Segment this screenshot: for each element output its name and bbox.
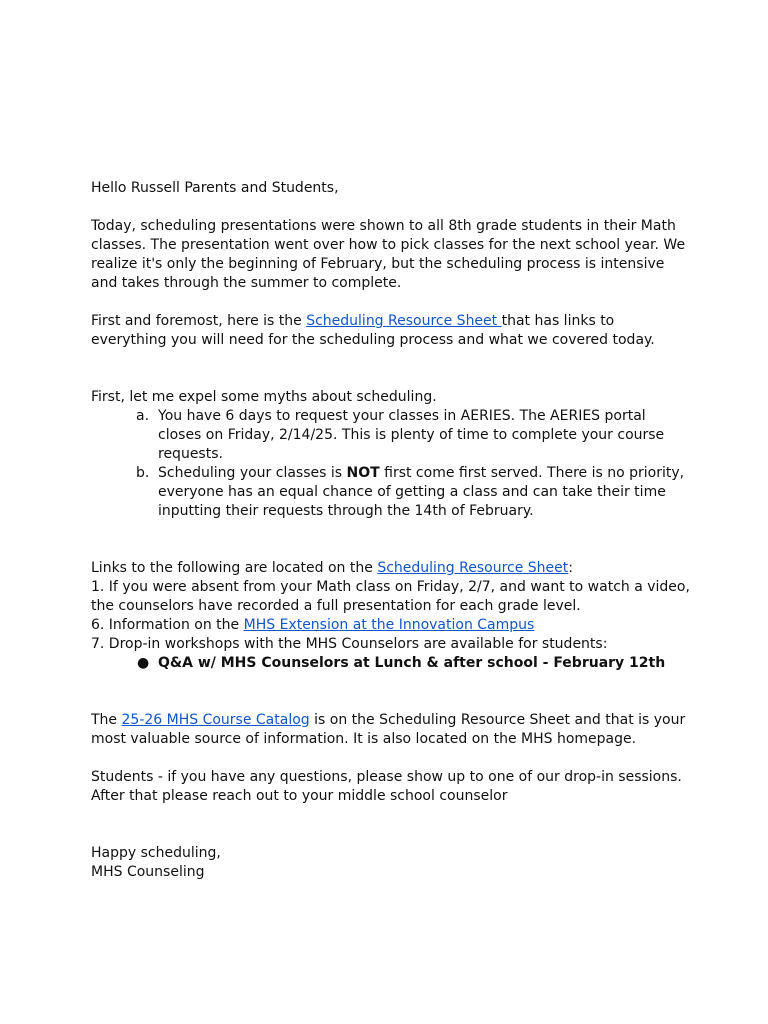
catalog-text-after: is on the Scheduling Resource Sheet and that is your most valuable source of information. It is also located on the MHS homepage.	[91, 712, 686, 747]
links-intro-after: :	[568, 560, 573, 576]
workshop-text: Q&A w/ MHS Counselors at Lunch & after school - February 12th	[158, 655, 666, 671]
intro-paragraph: Today, scheduling presentations were shown to all 8th grade students in their Math classes. The presentation went over how to pick classes for the next school year. We realize it's only the beginning of February, but the scheduling process is intensive and takes through the summer to complete.	[91, 218, 686, 291]
catalog-text-before: The	[91, 712, 122, 728]
links-intro-before: Links to the following are located on the	[91, 560, 378, 576]
closing: Happy scheduling,	[91, 845, 221, 861]
scheduling-resource-sheet-link[interactable]: Scheduling Resource Sheet	[306, 313, 502, 329]
resource-text-before: First and foremost, here is the	[91, 313, 307, 329]
signature: MHS Counseling	[91, 864, 205, 880]
resource-paragraph	[91, 312, 691, 350]
students-paragraph: Students - if you have any questions, please show up to one of our drop-in sessions. After that please reach out to your middle school counselor	[91, 769, 682, 804]
scheduling-resource-sheet-link-2[interactable]: Scheduling Resource Sheet	[377, 560, 569, 576]
resource-text-after: that has links to everything you will need for the scheduling process and what we covered today.	[91, 313, 655, 348]
links-item-7: 7. Drop-in workshops with the MHS Counselors are available for students:	[91, 636, 608, 652]
myth-text: You have 6 days to request your classes in AERIES. The AERIES portal closes on Friday, 2/14/25. This is plenty of time to complete your course requests.	[158, 408, 665, 462]
myth-emphasis: NOT	[346, 465, 380, 481]
myth-text-before: Scheduling your classes is	[158, 465, 347, 481]
myths-heading: First, let me expel some myths about scheduling.	[91, 389, 437, 405]
bullet-icon: ●	[137, 655, 150, 671]
list-marker: a.	[136, 408, 150, 424]
myth-item-a	[91, 407, 691, 464]
mhs-extension-link[interactable]: MHS Extension at the Innovation Campus	[243, 617, 535, 633]
greeting: Hello Russell Parents and Students,	[91, 180, 339, 196]
links-intro	[91, 559, 691, 578]
workshop-list	[91, 654, 691, 673]
links-item-6-before: 6. Information on the	[91, 617, 244, 633]
links-item-6	[91, 616, 691, 635]
links-item-1: 1. If you were absent from your Math class on Friday, 2/7, and want to watch a video, the counselors have recorded a full presentation for each grade level.	[91, 579, 690, 614]
myth-item-b	[91, 464, 691, 521]
catalog-paragraph	[91, 711, 691, 749]
myth-text-after: first come first served. There is no priority, everyone has an equal chance of getting a class and can take their time inputting their requests through the 14th of February.	[158, 465, 685, 519]
course-catalog-link[interactable]: 25-26 MHS Course Catalog	[121, 712, 310, 728]
workshop-item	[91, 654, 691, 673]
myths-list	[91, 407, 691, 521]
letter-body	[91, 179, 691, 882]
list-marker: b.	[136, 465, 150, 481]
